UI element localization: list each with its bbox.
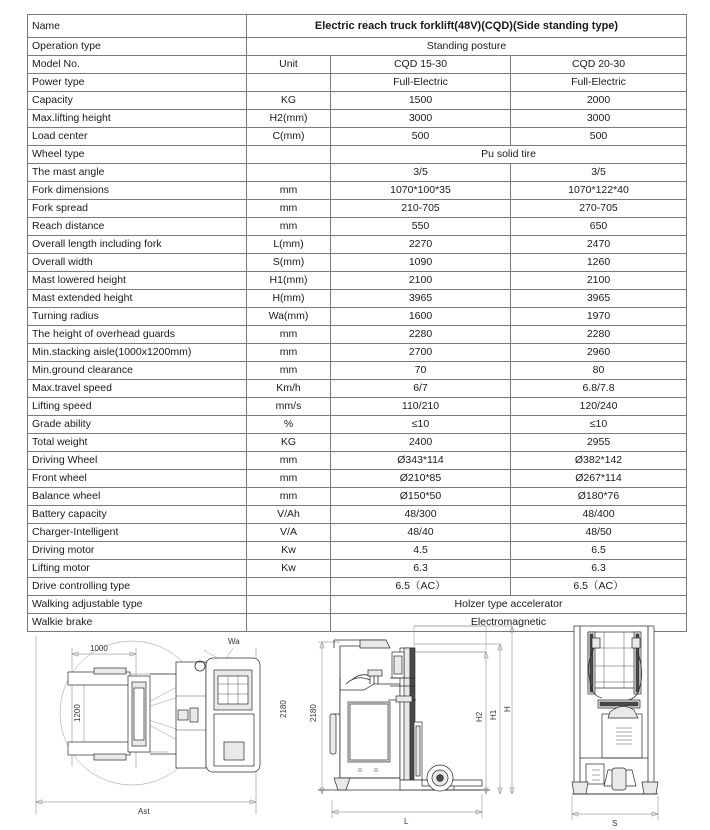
table-row-title: [28, 15, 687, 38]
table-row-front-wheel: [28, 470, 687, 488]
row-value1-model-no: CQD 15-30: [331, 56, 511, 74]
row-unit-charger-intelligent: V/A: [247, 524, 331, 542]
row-unit-drive-controlling-type: [247, 578, 331, 596]
table-row-operation-type: [28, 38, 687, 56]
table-row-model-no: [28, 56, 687, 74]
row-unit-mast-lowered-height: H1(mm): [247, 272, 331, 290]
table-row-mast-lowered-height: [28, 272, 687, 290]
table-row-reach-distance: [28, 218, 687, 236]
row-label-capacity: Capacity: [28, 92, 247, 110]
row-unit-overall-length: L(mm): [247, 236, 331, 254]
row-value1-driving-wheel: Ø343*114: [331, 452, 511, 470]
row-value1-turning-radius: 1600: [331, 308, 511, 326]
top-view-label-wa: Wa: [228, 637, 240, 646]
row-unit-reach-distance: mm: [247, 218, 331, 236]
row-label-operation-type: Operation type: [28, 38, 247, 56]
specification-table: [27, 14, 687, 632]
top-view-drawing: [28, 618, 296, 830]
row-value1-max-lifting-height: 3000: [331, 110, 511, 128]
table-row-charger-intelligent: [28, 524, 687, 542]
table-row-power-type: [28, 74, 687, 92]
row-label-mast-extended-height: Mast extended height: [28, 290, 247, 308]
row-label-front-wheel: Front wheel: [28, 470, 247, 488]
side-view-label-h1: H1: [489, 709, 498, 720]
row-value1-overhead-guard-height: 2280: [331, 326, 511, 344]
row-label-mast-lowered-height: Mast lowered height: [28, 272, 247, 290]
side-view-label-h2: H2: [475, 711, 484, 722]
row-unit-mast-extended-height: H(mm): [247, 290, 331, 308]
row-value-walking-adjustable-type: Holzer type accelerator: [331, 596, 687, 614]
row-label-model-no: Model No.: [28, 56, 247, 74]
row-value2-mast-extended-height: 3965: [511, 290, 687, 308]
row-value2-load-center: 500: [511, 128, 687, 146]
row-label-turning-radius: Turning radius: [28, 308, 247, 326]
row-unit-driving-wheel: mm: [247, 452, 331, 470]
row-label-reach-distance: Reach distance: [28, 218, 247, 236]
table-row-mast-angle: [28, 164, 687, 182]
row-label-fork-dimensions: Fork dimensions: [28, 182, 247, 200]
row-unit-battery-capacity: V/Ah: [247, 506, 331, 524]
row-value1-power-type: Full-Electric: [331, 74, 511, 92]
table-row-min-ground-clearance: [28, 362, 687, 380]
table-row-fork-spread: [28, 200, 687, 218]
row-label-max-lifting-height: Max.lifting height: [28, 110, 247, 128]
row-label-lifting-motor: Lifting motor: [28, 560, 247, 578]
row-label-walkie-brake: Walkie brake: [28, 614, 247, 632]
row-label-driving-wheel: Driving Wheel: [28, 452, 247, 470]
table-row-drive-controlling-type: [28, 578, 687, 596]
top-view-label-1000: 1000: [90, 644, 108, 653]
row-label-wheel-type: Wheel type: [28, 146, 247, 164]
row-value1-driving-motor: 4.5: [331, 542, 511, 560]
row-value-operation-type: Standing posture: [247, 38, 687, 56]
row-label-overall-width: Overall width: [28, 254, 247, 272]
row-value2-mast-angle: 3/5: [511, 164, 687, 182]
table-row-max-lifting-height: [28, 110, 687, 128]
row-label-power-type: Power type: [28, 74, 247, 92]
row-unit-overall-width: S(mm): [247, 254, 331, 272]
row-unit-lifting-speed: mm/s: [247, 398, 331, 416]
row-label-min-stacking-aisle: Min.stacking aisle(1000x1200mm): [28, 344, 247, 362]
row-value1-drive-controlling-type: 6.5（AC）: [331, 578, 511, 596]
row-value2-battery-capacity: 48/400: [511, 506, 687, 524]
row-label-total-weight: Total weight: [28, 434, 247, 452]
row-value2-model-no: CQD 20-30: [511, 56, 687, 74]
table-row-lifting-motor: [28, 560, 687, 578]
row-label-fork-spread: Fork spread: [28, 200, 247, 218]
table-row-overhead-guard-height: [28, 326, 687, 344]
table-row-walking-adjustable-type: [28, 596, 687, 614]
row-unit-fork-dimensions: mm: [247, 182, 331, 200]
table-row-driving-wheel: [28, 452, 687, 470]
table-row-total-weight: [28, 434, 687, 452]
row-value1-fork-dimensions: 1070*100*35: [331, 182, 511, 200]
row-value2-balance-wheel: Ø180*76: [511, 488, 687, 506]
row-value2-charger-intelligent: 48/50: [511, 524, 687, 542]
row-value2-total-weight: 2955: [511, 434, 687, 452]
row-unit-total-weight: KG: [247, 434, 331, 452]
row-unit-capacity: KG: [247, 92, 331, 110]
row-value2-reach-distance: 650: [511, 218, 687, 236]
row-value1-total-weight: 2400: [331, 434, 511, 452]
row-value1-charger-intelligent: 48/40: [331, 524, 511, 542]
row-value2-overall-length: 2470: [511, 236, 687, 254]
row-unit-overhead-guard-height: mm: [247, 326, 331, 344]
side-view-label-l: L: [404, 817, 409, 826]
row-value1-battery-capacity: 48/300: [331, 506, 511, 524]
row-unit-max-lifting-height: H2(mm): [247, 110, 331, 128]
technical-drawings-section: [0, 618, 710, 830]
row-unit-load-center: C(mm): [247, 128, 331, 146]
row-value2-lifting-speed: 120/240: [511, 398, 687, 416]
row-label-walking-adjustable-type: Walking adjustable type: [28, 596, 247, 614]
row-value2-lifting-motor: 6.3: [511, 560, 687, 578]
row-value2-min-stacking-aisle: 2960: [511, 344, 687, 362]
row-value1-min-stacking-aisle: 2700: [331, 344, 511, 362]
row-unit-turning-radius: Wa(mm): [247, 308, 331, 326]
row-value2-fork-dimensions: 1070*122*40: [511, 182, 687, 200]
side-view-drawing: [304, 618, 528, 830]
row-value-wheel-type: Pu solid tire: [331, 146, 687, 164]
row-value1-lifting-motor: 6.3: [331, 560, 511, 578]
row-unit-power-type: [247, 74, 331, 92]
row-value2-power-type: Full-Electric: [511, 74, 687, 92]
table-row-overall-width: [28, 254, 687, 272]
table-row-battery-capacity: [28, 506, 687, 524]
row-value1-mast-lowered-height: 2100: [331, 272, 511, 290]
row-value1-fork-spread: 210-705: [331, 200, 511, 218]
row-label-mast-angle: The mast angle: [28, 164, 247, 182]
table-row-capacity: [28, 92, 687, 110]
table-row-driving-motor: [28, 542, 687, 560]
row-unit-front-wheel: mm: [247, 470, 331, 488]
row-value1-front-wheel: Ø210*85: [331, 470, 511, 488]
top-view-label-2180: 2180: [279, 700, 288, 718]
specification-table-container: [27, 14, 686, 632]
row-unit-driving-motor: Kw: [247, 542, 331, 560]
row-value1-load-center: 500: [331, 128, 511, 146]
row-label-overall-length: Overall length including fork: [28, 236, 247, 254]
row-value2-driving-motor: 6.5: [511, 542, 687, 560]
row-value2-grade-ability: ≤10: [511, 416, 687, 434]
row-value2-max-lifting-height: 3000: [511, 110, 687, 128]
table-row-mast-extended-height: [28, 290, 687, 308]
table-row-overall-length: [28, 236, 687, 254]
row-unit-lifting-motor: Kw: [247, 560, 331, 578]
table-row-fork-dimensions: [28, 182, 687, 200]
row-label-charger-intelligent: Charger-Intelligent: [28, 524, 247, 542]
row-unit-min-ground-clearance: mm: [247, 362, 331, 380]
row-unit-model-no: Unit: [247, 56, 331, 74]
specification-table-body: [28, 15, 687, 632]
row-value1-grade-ability: ≤10: [331, 416, 511, 434]
row-value1-reach-distance: 550: [331, 218, 511, 236]
front-view-drawing: [536, 618, 706, 830]
row-label-drive-controlling-type: Drive controlling type: [28, 578, 247, 596]
row-label-driving-motor: Driving motor: [28, 542, 247, 560]
table-row-load-center: [28, 128, 687, 146]
row-unit-mast-angle: [247, 164, 331, 182]
row-value2-mast-lowered-height: 2100: [511, 272, 687, 290]
row-unit-max-travel-speed: Km/h: [247, 380, 331, 398]
row-value1-min-ground-clearance: 70: [331, 362, 511, 380]
table-title-cell: Electric reach truck forklift(48V)(CQD)(Side standing type): [247, 15, 687, 38]
row-value2-overall-width: 1260: [511, 254, 687, 272]
row-value1-mast-extended-height: 3965: [331, 290, 511, 308]
table-row-balance-wheel: [28, 488, 687, 506]
row-unit-walking-adjustable-type: [247, 596, 331, 614]
row-label-balance-wheel: Balance wheel: [28, 488, 247, 506]
row-value2-drive-controlling-type: 6.5（AC）: [511, 578, 687, 596]
row-value2-front-wheel: Ø267*114: [511, 470, 687, 488]
table-row-min-stacking-aisle: [28, 344, 687, 362]
table-row-grade-ability: [28, 416, 687, 434]
row-value1-max-travel-speed: 6/7: [331, 380, 511, 398]
row-value2-min-ground-clearance: 80: [511, 362, 687, 380]
side-view-label-h: H: [503, 706, 512, 712]
table-row-wheel-type: [28, 146, 687, 164]
row-label-min-ground-clearance: Min.ground clearance: [28, 362, 247, 380]
row-value-walkie-brake: Electromagnetic: [331, 614, 687, 632]
row-value2-capacity: 2000: [511, 92, 687, 110]
table-row-max-travel-speed: [28, 380, 687, 398]
row-value2-overhead-guard-height: 2280: [511, 326, 687, 344]
top-view-label-1200: 1200: [73, 704, 82, 722]
row-value1-balance-wheel: Ø150*50: [331, 488, 511, 506]
row-label-name: Name: [28, 15, 247, 38]
row-value1-lifting-speed: 110/210: [331, 398, 511, 416]
row-unit-balance-wheel: mm: [247, 488, 331, 506]
row-label-max-travel-speed: Max.travel speed: [28, 380, 247, 398]
top-view-label-ast: Ast: [138, 807, 150, 816]
row-unit-grade-ability: %: [247, 416, 331, 434]
row-value1-overall-length: 2270: [331, 236, 511, 254]
row-label-grade-ability: Grade ability: [28, 416, 247, 434]
row-unit-fork-spread: mm: [247, 200, 331, 218]
row-unit-min-stacking-aisle: mm: [247, 344, 331, 362]
row-value1-mast-angle: 3/5: [331, 164, 511, 182]
row-label-lifting-speed: Lifting speed: [28, 398, 247, 416]
row-label-overhead-guard-height: The height of overhead guards: [28, 326, 247, 344]
row-value2-turning-radius: 1970: [511, 308, 687, 326]
side-view-label-2180: 2180: [309, 704, 318, 722]
row-value1-capacity: 1500: [331, 92, 511, 110]
table-row-turning-radius: [28, 308, 687, 326]
front-view-label-s: S: [612, 819, 618, 828]
row-label-battery-capacity: Battery capacity: [28, 506, 247, 524]
row-value2-driving-wheel: Ø382*142: [511, 452, 687, 470]
row-unit-wheel-type: [247, 146, 331, 164]
row-value2-fork-spread: 270-705: [511, 200, 687, 218]
row-value1-overall-width: 1090: [331, 254, 511, 272]
row-value2-max-travel-speed: 6.8/7.8: [511, 380, 687, 398]
table-row-lifting-speed: [28, 398, 687, 416]
row-label-load-center: Load center: [28, 128, 247, 146]
